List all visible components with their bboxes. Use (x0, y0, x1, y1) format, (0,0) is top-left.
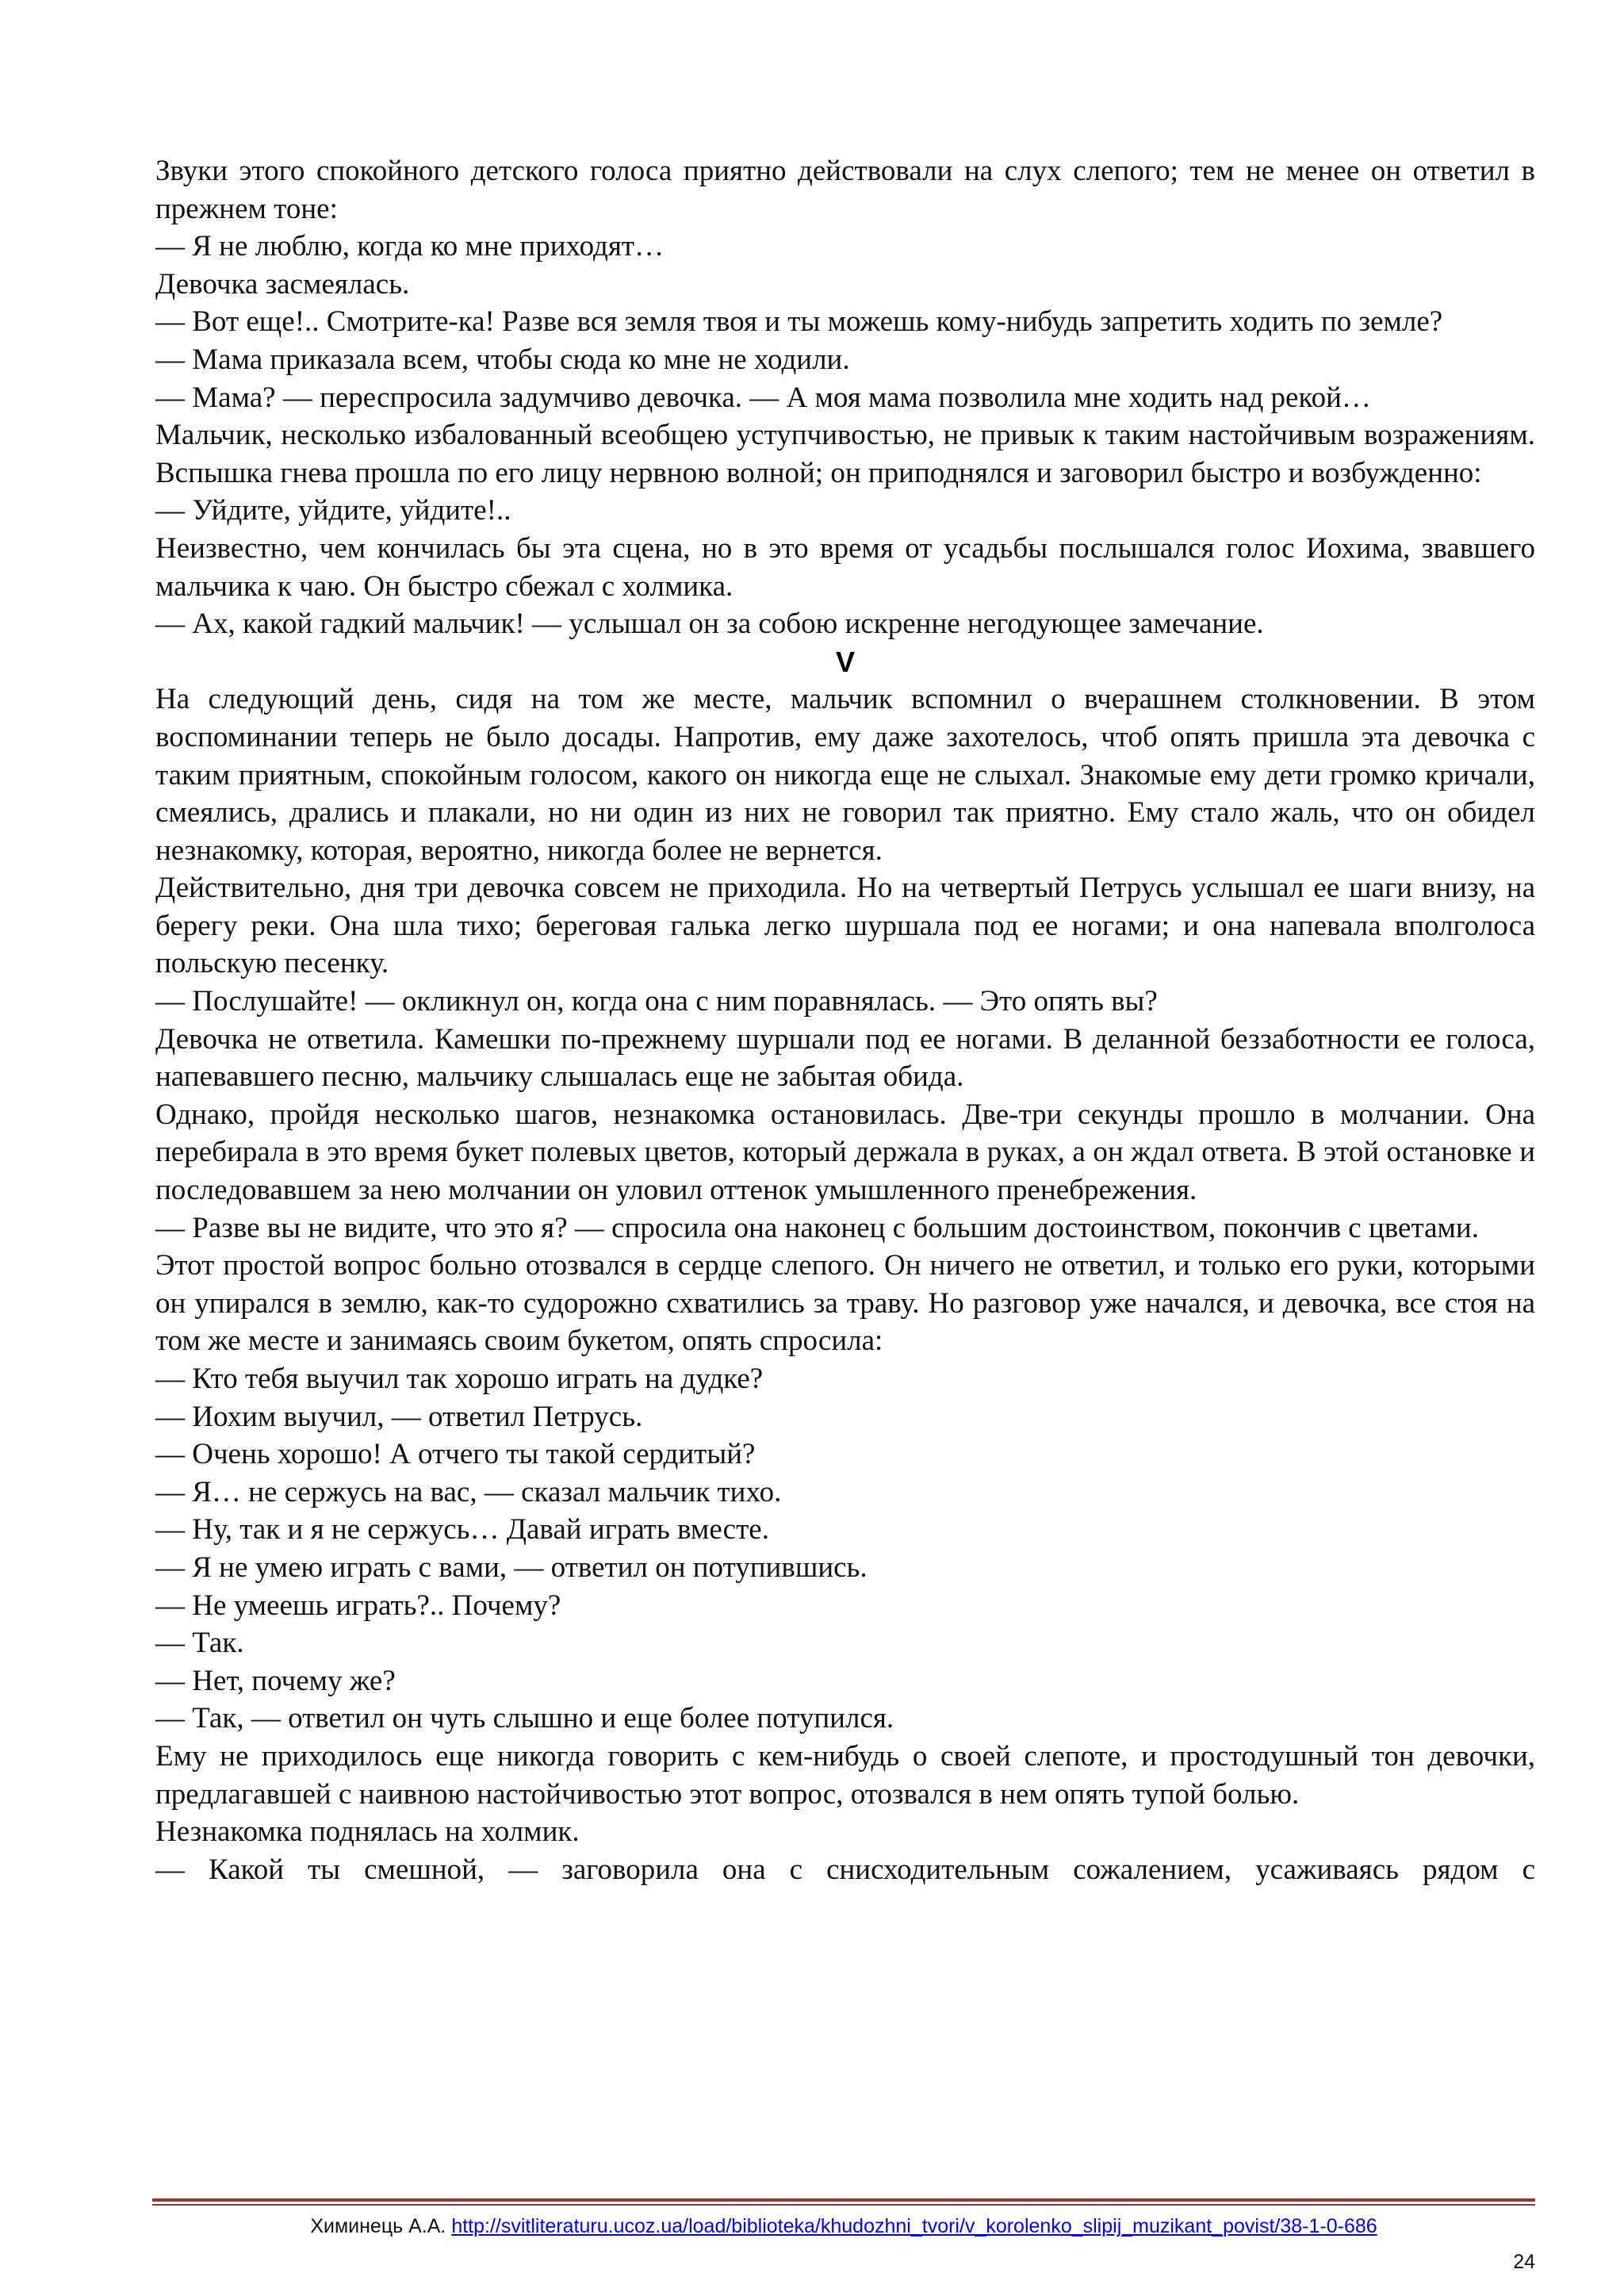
paragraph: — Я не люблю, когда ко мне приходят… (155, 230, 665, 263)
paragraph: Девочка засмеялась. (155, 267, 410, 301)
paragraph: — Нет, почему же? (155, 1664, 396, 1697)
paragraph: — Кто тебя выучил так хорошо играть на дудке? (155, 1363, 764, 1395)
paragraph: — Послушайте! — окликнул он, когда она с ним поравнялась. — Это опять вы? (155, 985, 1158, 1018)
page-number: 24 (1513, 2251, 1535, 2273)
paragraph: — Вот еще!.. Смотрите-ка! Разве вся земля твоя и ты можешь кому-нибудь запретить ходить по земле? (155, 305, 1443, 339)
page-footer (152, 2213, 1535, 2240)
section-heading: V (835, 645, 855, 678)
paragraph: — Очень хорошо! А отчего ты такой сердитый? (155, 1438, 756, 1471)
footer-author: Химинець А.А. (310, 2215, 446, 2237)
paragraph: — Разве вы не видите, что это я? — спросила она наконец с большим достоинством, покончив с цветами. (155, 1211, 1479, 1244)
paragraph: — Ну, так и я не сержусь… Давай играть вместе. (155, 1513, 769, 1547)
page-body (155, 152, 1535, 1888)
footer-source-link[interactable]: http://svitliteraturu.ucoz.ua/load/biblioteka/khudozhni_tvori/v_korolenko_slipij_muzikant_povist/38-1-0-686 (451, 2215, 1377, 2237)
paragraph: Неизвестно, чем кончилась бы эта сцена, но в это время от усадьбы послышался голос Иохима, звавшего мальчика к чаю. Он быстро сбежал с холмика. (155, 531, 1535, 603)
paragraph: На следующий день, сидя на том же месте, мальчик вспомнил о вчерашнем столкновении. В этом воспоминании теперь не было досады. Напротив, ему даже захотелось, чтоб опять пришла эта девочка с таким приятным, спокойным голосом, какого он никогда еще не слыхал. Знакомые ему дети громко кричали, смеялись, дрались и плакали, но ни один из них не говорил так приятно. Ему стало жаль, что он обидел незнакомку, которая, вероятно, никогда более не вернется. (155, 683, 1535, 867)
paragraph: — Уйдите, уйдите, уйдите!.. (155, 494, 511, 527)
paragraph: — Какой ты смешной, — заговорила она с снисходительным сожалением, усаживаясь рядом с (155, 1853, 1535, 1886)
paragraph: Мальчик, несколько избалованный всеобщею уступчивостью, не привык к таким настойчивым возражениям. Вспышка гнева прошла по его лицу нервною волной; он приподнялся и заговорил быстро и возбужденно: (155, 419, 1535, 489)
paragraph: Однако, пройдя несколько шагов, незнакомка остановилась. Две-три секунды прошло в молчании. Она перебирала в это время букет полевых цветов, который держала в руках, а он ждал ответа. В этой остановке и последовавшем за нею молчании он уловил оттенок умышленного пренебрежения. (155, 1098, 1535, 1207)
paragraph: — Мама? — переспросила задумчиво девочка. — А моя мама позволила мне ходить над рекой… (155, 381, 1371, 414)
paragraph: Звуки этого спокойного детского голоса приятно действовали на слух слепого; тем не менее он ответил в прежнем тоне: (155, 155, 1535, 225)
paragraph: Девочка не ответила. Камешки по-прежнему шуршали под ее ногами. В деланной беззаботности ее голоса, напевавшего песню, мальчику слышалась еще не забытая обида. (155, 1022, 1535, 1094)
footer-rule-thick (152, 2198, 1535, 2202)
paragraph: Незнакомка поднялась на холмик. (155, 1815, 580, 1849)
paragraph: Действительно, дня три девочка совсем не приходила. Но на четвертый Петрусь услышал ее шаги внизу, на берегу реки. Она шла тихо; береговая галька легко шуршала под ее ногами; и она напевала вполголоса польскую песенку. (155, 872, 1535, 980)
paragraph: — Иохим выучил, — ответил Петрусь. (155, 1400, 643, 1433)
paragraph: — Я… не сержусь на вас, — сказал мальчик тихо. (155, 1475, 782, 1508)
paragraph: — Не умеешь играть?.. Почему? (155, 1589, 561, 1622)
paragraph: — Ах, какой гадкий мальчик! — услышал он за собою искренне негодующее замечание. (155, 608, 1264, 641)
paragraph: Этот простой вопрос больно отозвался в сердце слепого. Он ничего не ответил, и только его руки, которыми он упирался в землю, как-то судорожно схватились за траву. Но разговор уже начался, и девочка, все стоя на том же месте и занимаясь своим букетом, опять спросила: (155, 1249, 1535, 1358)
paragraph: — Мама приказала всем, чтобы сюда ко мне не ходили. (155, 343, 850, 376)
paragraph: — Я не умею играть с вами, — ответил он потупившись. (155, 1550, 868, 1584)
paragraph: — Так, — ответил он чуть слышно и еще более потупился. (155, 1702, 894, 1735)
paragraph: — Так. (155, 1627, 244, 1660)
paragraph: Ему не приходилось еще никогда говорить с кем-нибудь о своей слепоте, и простодушный тон девочки, предлагавшей с наивною настойчивостью этот вопрос, отозвался в нем опять тупой болью. (155, 1739, 1535, 1811)
footer-rule-thin (152, 2204, 1535, 2206)
